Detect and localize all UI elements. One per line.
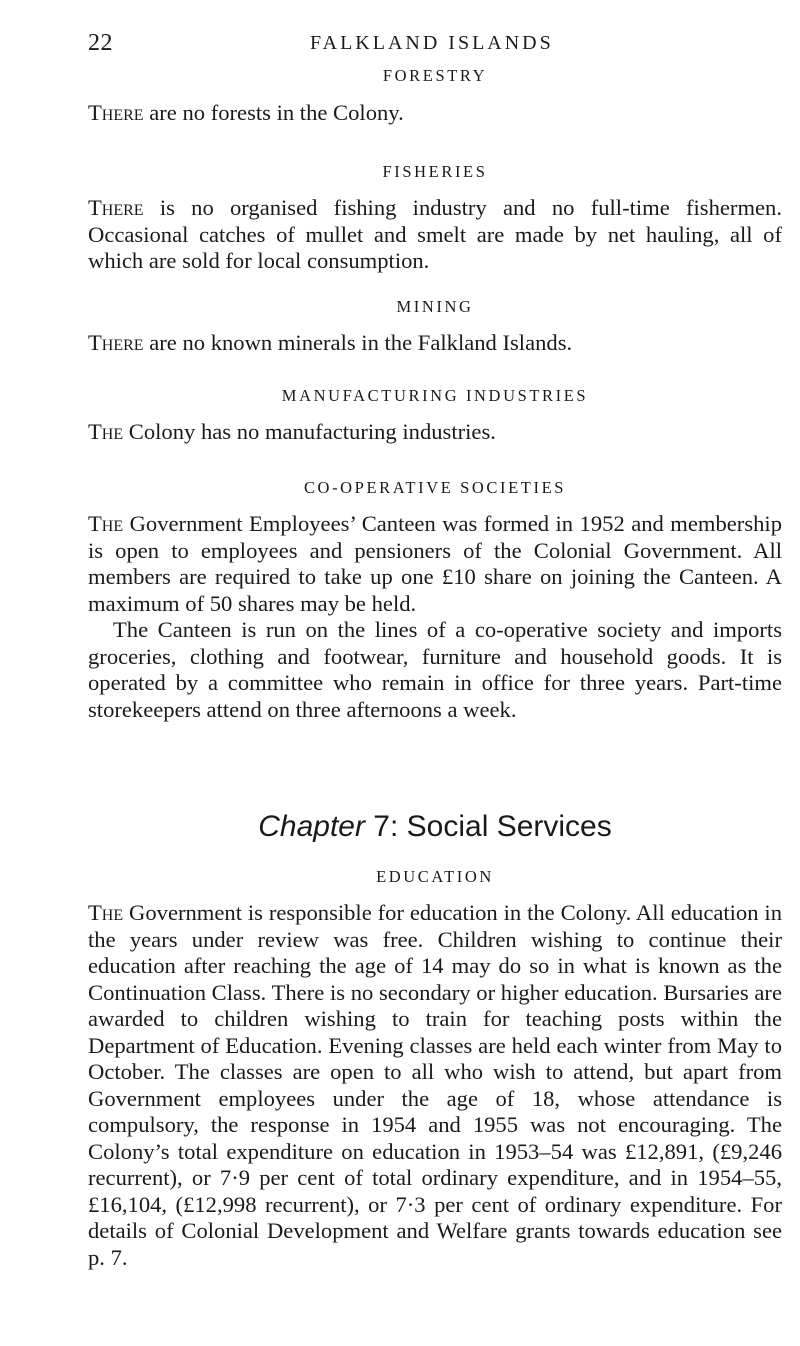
lead-word: There [88, 100, 144, 125]
section-heading: MANUFACTURING INDUSTRIES [281, 386, 589, 405]
lead-word: The [88, 419, 124, 444]
running-title: FALKLAND ISLANDS [310, 32, 554, 54]
lead-word: There [88, 330, 144, 355]
section-paragraph [88, 195, 782, 275]
chapter-title [88, 810, 782, 844]
section-paragraph [88, 511, 782, 617]
section-paragraph: The Canteen is run on the lines of a co-operative society and imports groceries, clothing and footwear, furniture and household goods. It is operated by a committee who remain in office for three years. Part-time storekeepers attend on three afternoons a week. [88, 617, 782, 722]
section-manufacturing [88, 386, 782, 446]
section-heading: EDUCATION [376, 867, 494, 886]
section-paragraph [88, 419, 782, 446]
section-paragraph [88, 330, 782, 357]
section-mining [88, 297, 782, 357]
section-fisheries [88, 162, 782, 275]
lead-word: The [88, 900, 124, 925]
section-heading: MINING [396, 297, 474, 316]
paragraph-text: are no forests in the Colony. [143, 100, 404, 125]
section-heading: CO-OPERATIVE SOCIETIES [303, 478, 567, 497]
chapter-heading [88, 810, 782, 844]
paragraph-text: is no organised fishing industry and no full-time fishermen. Occasional catches of mullet and smelt are made by net hauling, all of which are sold for local consumption. [88, 195, 782, 273]
chapter-number-title: 7: Social Services [364, 810, 612, 843]
section-forestry [88, 66, 782, 127]
section-paragraph [88, 100, 782, 127]
chapter-word: Chapter [258, 810, 365, 843]
paragraph-text: are no known minerals in the Falkland Islands. [143, 330, 573, 355]
page-number: 22 [88, 30, 113, 56]
section-heading: FORESTRY [382, 66, 488, 85]
running-head [88, 30, 782, 60]
section-education [88, 867, 782, 1271]
section-heading: FISHERIES [382, 162, 488, 181]
section-cooperative [88, 478, 782, 723]
section-paragraph [88, 900, 782, 1271]
paragraph-text: Colony has no manufacturing industries. [123, 419, 496, 444]
lead-word: The [88, 511, 124, 536]
paragraph-text: Government Employees’ Canteen was formed in 1952 and membership is open to employees and pensioners of the Colonial Government. All members are required to take up one £10 share on joining the Canteen. A maximum of 50 shares may be held. [88, 511, 782, 616]
paragraph-text: Government is responsible for education in the Colony. All education in the years under review was free. Children wishing to continue their education after reaching the age of 14 may do so in what is known as the Continuation Class. There is no secondary or higher education. Bursaries are awarded to children wishing to train for teaching posts within the Department of Education. Evening classes are held each winter from May to October. The classes are open to all who wish to attend, but apart from Government employees under the age of 18, whose attendance is compulsory, the response in 1954 and 1955 was not encouraging. The Colony’s total expenditure on education in 1953–54 was £12,891, (£9,246 recurrent), or 7·9 per cent of total ordinary expenditure, and in 1954–55, £16,104, (£12,998 recurrent), or 7·3 per cent of ordinary expenditure. For details of Colonial Development and Welfare grants towards education see p. 7. [88, 900, 782, 1270]
lead-word: There [88, 195, 144, 220]
